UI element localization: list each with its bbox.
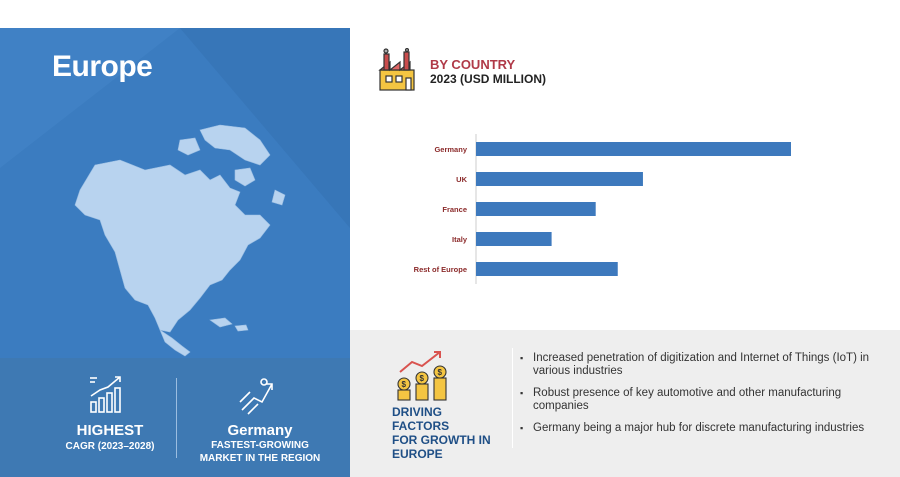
fastest-growing-label: FASTEST-GROWING	[211, 440, 309, 451]
bar-rest-of-europe	[476, 262, 618, 276]
bar-france	[476, 202, 596, 216]
category-label: France	[442, 205, 467, 214]
bar-uk	[476, 172, 643, 186]
svg-text:$: $	[401, 380, 406, 389]
bar-growth-icon	[88, 374, 126, 414]
driver-text: Germany being a major hub for discrete manufacturing industries	[533, 422, 865, 434]
bullet-icon: ▪	[520, 388, 524, 398]
top-stripe	[0, 0, 350, 28]
category-label: Germany	[434, 145, 467, 154]
cagr-label: CAGR (2023–2028)	[65, 441, 155, 452]
region-panel	[0, 0, 350, 477]
driver-text: Robust presence of key automotive and other manufacturing companies	[533, 387, 842, 412]
driving-factors-line1: DRIVING FACTORS	[392, 405, 450, 433]
svg-text:$: $	[419, 374, 424, 383]
bullet-icon: ▪	[520, 423, 524, 433]
driving-factors-title	[392, 405, 502, 461]
chart-subtitle: 2023 (USD MILLION)	[430, 72, 547, 86]
rocket-arrows-icon	[238, 376, 276, 416]
driver-item	[520, 352, 880, 378]
driver-item	[520, 422, 880, 435]
driver-item	[520, 387, 880, 413]
country-bar-chart	[350, 120, 900, 300]
category-label: Italy	[451, 235, 467, 244]
driving-factors-line2: FOR GROWTH IN	[392, 433, 491, 447]
region-title: Europe	[52, 50, 153, 83]
bar-italy	[476, 232, 552, 246]
driving-factors-line3: EUROPE	[392, 447, 443, 461]
driving-factors-list	[520, 352, 880, 444]
fastest-country: Germany	[227, 422, 293, 439]
drivers-divider	[512, 348, 513, 448]
driver-text: Increased penetration of digitization and Internet of Things (IoT) in various industries	[533, 352, 870, 377]
bar-germany	[476, 142, 791, 156]
bullet-icon: ▪	[520, 353, 524, 363]
factory-icon	[376, 48, 422, 94]
chart-title: BY COUNTRY	[430, 57, 516, 72]
svg-text:$: $	[437, 368, 442, 377]
market-region-label: MARKET IN THE REGION	[199, 453, 321, 464]
north-america-map	[60, 120, 310, 360]
category-label: Rest of Europe	[413, 265, 467, 274]
coins-growth-icon	[394, 350, 450, 402]
highest-label: HIGHEST	[76, 422, 144, 439]
category-label: UK	[456, 175, 467, 184]
